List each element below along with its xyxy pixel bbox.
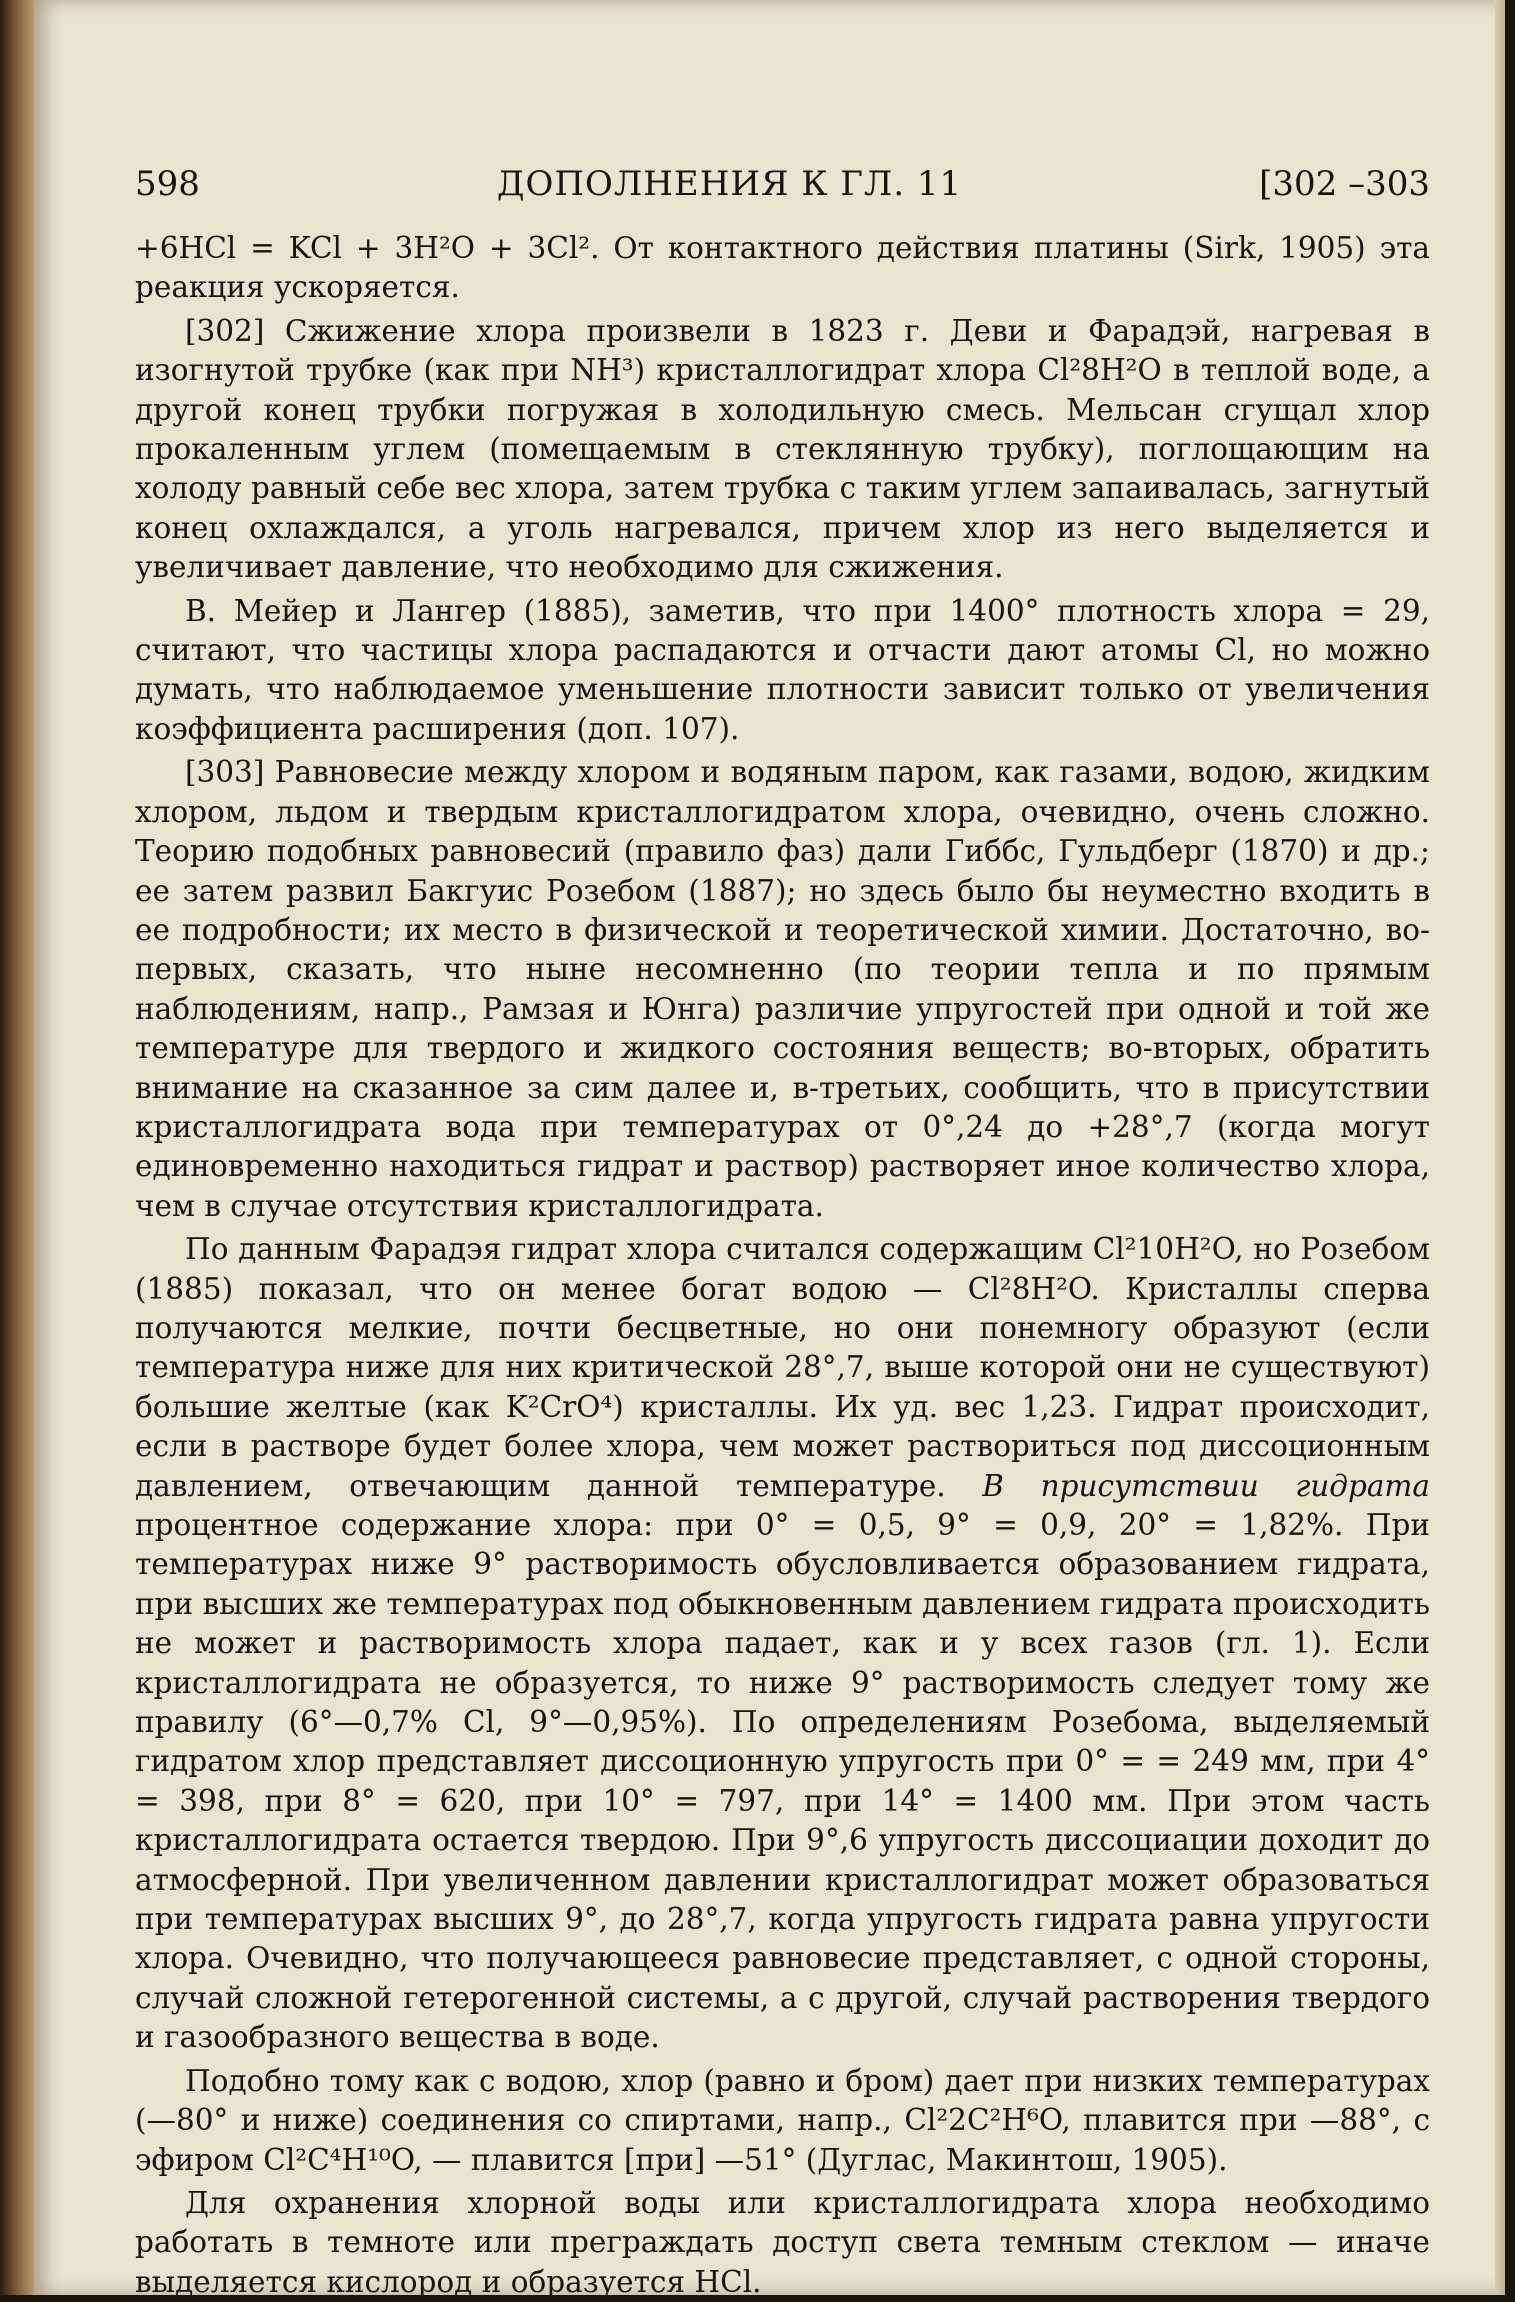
running-title: ДОПОЛНЕНИЯ К ГЛ. 11 <box>496 164 963 204</box>
book-spine <box>0 0 34 2295</box>
paragraph-alcohol-compounds: Подобно тому как с водою, хлор (равно и бром) дает при низких температурах (—80° и ниже) соединения со спиртами, напр., Cl²2C²H⁶O, плавится при —88°, с эфиром Cl²C⁴H¹⁰O, — плавится [при] —51° (Дуглас, Макинтош, 1905). <box>135 2063 1430 2177</box>
paragraph-continuation: +6HCl = KCl + 3H²O + 3Cl². От контактного действия платины (Sirk, 1905) эта реакция ускоряется. <box>135 231 1430 305</box>
running-header <box>135 165 1430 223</box>
paragraph-302-liquefaction: [302] Сжижение хлора произвели в 1823 г. Деви и Фарадэй, нагревая в изогнутой трубке (как при NH³) кристаллогидрат хлора Cl²8H²O в теплой воде, а другой конец трубки погружая в холодильную смесь. Мельсан сгущал хлор прокаленным углем (помещаемым в стеклянную трубку), поглощающим на холоду равный себе вес хлора, затем трубка с таким углем запаивалась, загнутый конец охлаждался, а уголь нагревался, причем хлор из него выделяется и увеличивает давление, что необходимо для сжижения. <box>135 313 1430 585</box>
paragraph-meyer-langer: В. Мейер и Лангер (1885), заметив, что при 1400° плотность хлора = 29, считают, что частицы хлора распадаются и отчасти дают атомы Cl, но можно думать, что наблюдаемое уменьшение плотности зависит только от увеличения коэффициента расширения (доп. 107). <box>135 593 1430 746</box>
page-edge <box>1495 0 1505 2295</box>
paragraph-303-equilibrium: [303] Равновесие между хлором и водяным паром, как газами, водою, жидким хлором, льдом и твердым кристаллогидратом хлора, очевидно, очень сложно. Теорию подобных равновесий (правило фаз) дали Гиббс, Гульдберг (1870) и др.; ее затем развил Бакгуис Розебом (1887); но здесь было бы неуместно входить в ее подробности; их место в физической и теоретической химии. Достаточно, во-первых, сказать, что ныне несомненно (по теории тепла и по прямым наблюдениям, напр., Рамзая и Юнга) различие упругостей при одной и той же температуре для твердого и жидкого состояния веществ; во-вторых, обратить внимание на сказанное за сим далее и, в-третьих, сообщить, что в присутствии кристаллогидрата вода при температурах от 0°,24 до +28°,7 (когда могут единовременно находиться гидрат и раствор) растворяет иное количество хлора, чем в случае отсутствия кристаллогидрата. <box>135 755 1430 1223</box>
page-content <box>135 165 1430 2302</box>
paragraph-storage: Для охранения хлорной воды или кристаллогидрата хлора необходимо работать в темноте или преграждать доступ света темным стеклом — иначе выделяется кислород и образуется HCl. <box>135 2185 1430 2299</box>
section-range: [302 –303 <box>1259 164 1430 204</box>
hydrate-text-start: По данным Фарадэя гидрат хлора считался содержащим Cl²10H²O, но Розебом (1885) показал, что он менее богат водою — Cl²8H²O. Кристаллы сперва получаются мелкие, почти бесцветные, но они понемногу образуют (если температура ниже для них критической 28°,7, выше которой они не существуют) большие желтые (как K²CrO⁴) кристаллы. Их уд. вес 1,23. Гидрат происходит, если в растворе будет более хлора, чем может раствориться под диссоционным давлением, отвечающим данной температуре. <box>135 1232 1430 1503</box>
page-number: 598 <box>135 164 200 204</box>
hydrate-italic-phrase: В присутствии гидрата <box>982 1468 1430 1503</box>
paragraph-faraday-hydrate <box>135 1230 1430 2058</box>
hydrate-text-end: процентное содержание хлора: при 0° = 0,5, 9° = 0,9, 20° = 1,82%. При температурах ниже 9° растворимость обусловливается образованием гидрата, при высших же температурах под обыкновенным давлением гидрата происходить не может и растворимость хлора падает, как и у всех газов (гл. 1). Если кристаллогидрата не образуется, то ниже 9° растворимость следует тому же правилу (6°—0,7% Cl, 9°—0,95%). По определениям Розебома, выделяемый гидратом хлор представляет диссоционную упругость при 0° = = 249 мм, при 4° = 398, при 8° = 620, при 10° = 797, при 14° = 1400 мм. При этом часть кристаллогидрата остается твердою. При 9°,6 упругость диссоциации доходит до атмосферной. При увеличенном давлении кристаллогидрат может образоваться при температурах высших 9°, до 28°,7, когда упругость гидрата равна упругости хлора. Очевидно, что получающееся равновесие представляет, с одной стороны, случай сложной гетерогенной системы, а с другой, случай растворения твердого и газообразного вещества в воде. <box>135 1508 1430 2055</box>
